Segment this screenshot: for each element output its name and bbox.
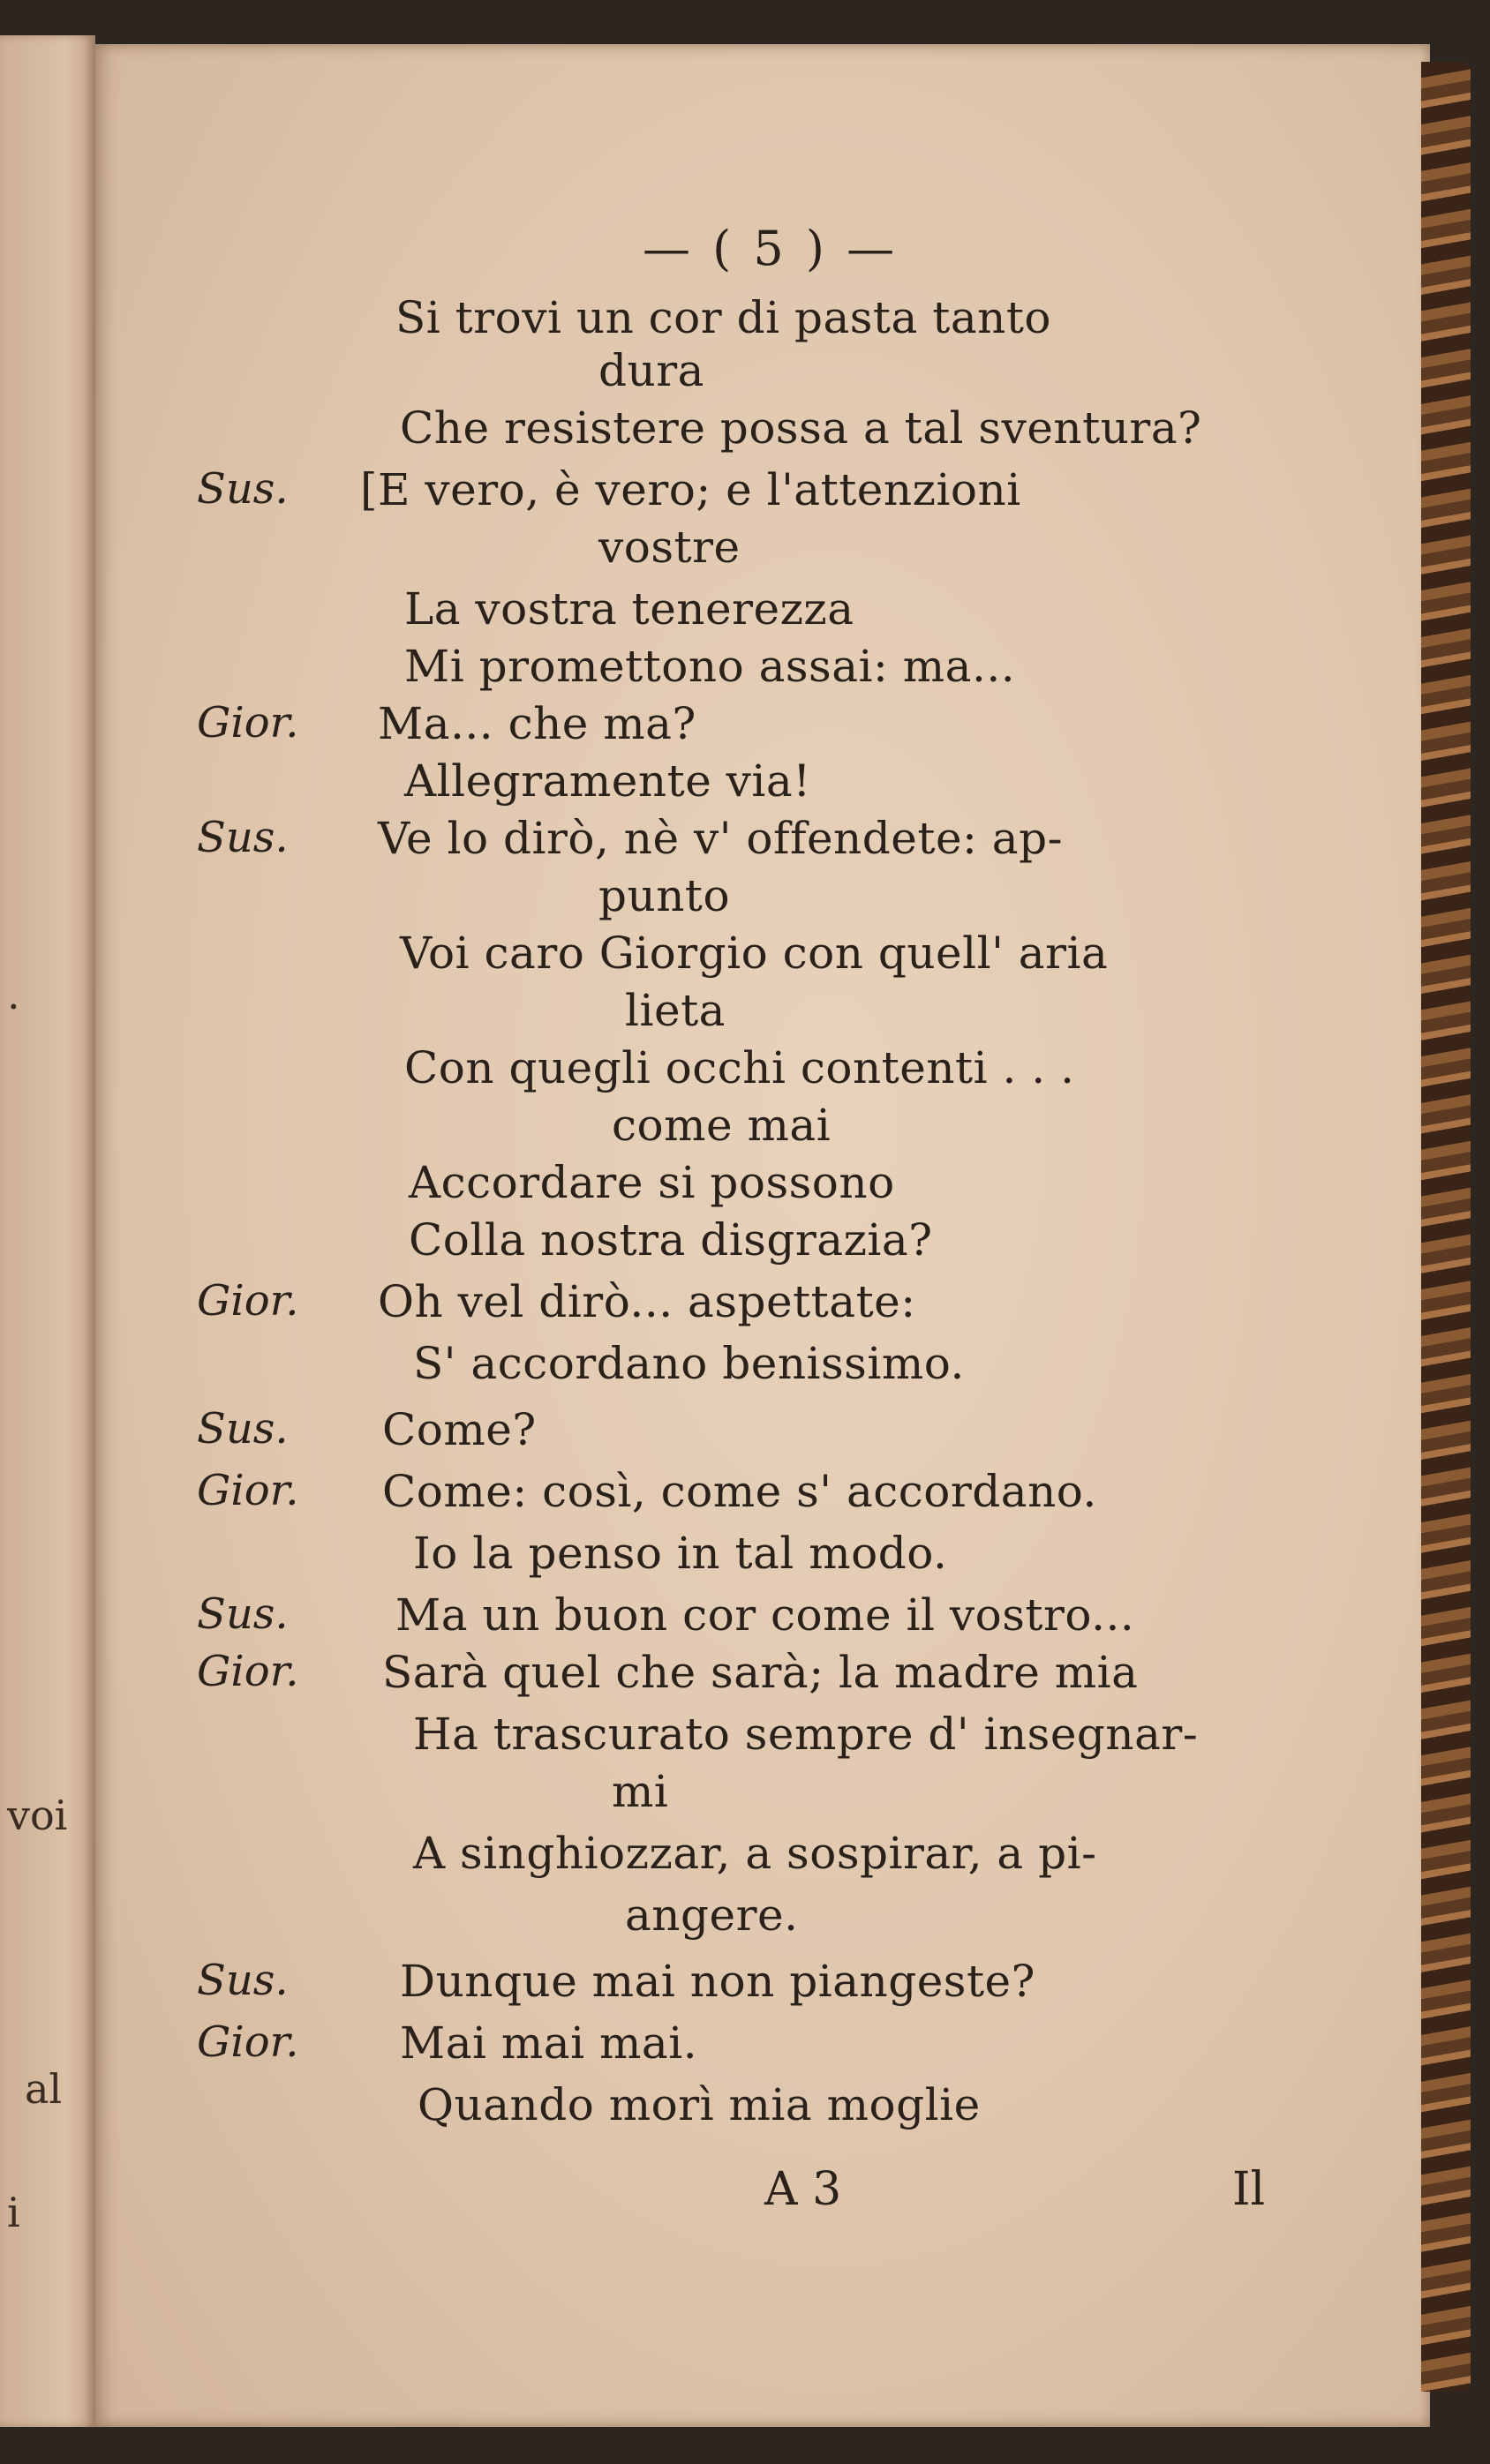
verse-line: Che resistere possa a tal sventura? (400, 402, 1202, 454)
speaker-label: Sus. (197, 1404, 289, 1454)
verse-line: Si trovi un cor di pasta tanto (395, 292, 1052, 343)
verse-line: S' accordano benissimo. (413, 1338, 965, 1389)
verse-line: Quando morì mia moglie (418, 2079, 981, 2130)
speaker-label: Sus. (197, 1589, 289, 1639)
verse-line: Mi promettono assai: ma... (404, 641, 1016, 692)
left-page-edge (0, 35, 95, 2427)
verse-line: La vostra tenerezza (404, 583, 854, 635)
speaker-label: Gior. (197, 1466, 299, 1515)
verse-line: mi (612, 1766, 669, 1817)
verse-line: dura (598, 345, 704, 396)
verse-line: Accordare si possono (409, 1157, 895, 1208)
verse-line: Con quegli occhi contenti . . . (404, 1042, 1075, 1093)
speaker-label: Sus. (197, 464, 289, 514)
left-page-fragment: i (7, 2189, 20, 2236)
speaker-label: Sus. (197, 1956, 289, 2005)
speaker-label: Gior. (197, 2017, 299, 2067)
verse-line: Dunque mai non piangeste? (400, 1956, 1035, 2007)
verse-line: Sarà quel che sarà; la madre mia (382, 1647, 1139, 1698)
verse-line: Ma un buon cor come il vostro... (395, 1589, 1135, 1641)
verse-line: A singhiozzar, a sospirar, a pi- (413, 1828, 1097, 1879)
verse-line: Ha trascurato sempre d' insegnar- (413, 1709, 1199, 1760)
verse-line: Allegramente via! (404, 755, 811, 807)
verse-line: angere. (625, 1889, 799, 1941)
verse-line: lieta (625, 985, 726, 1036)
catchword: Il (1232, 2163, 1266, 2216)
left-page-fragment: voi (7, 1792, 68, 1839)
verse-line: Come? (382, 1404, 537, 1455)
verse-line: Voi caro Giorgio con quell' aria (400, 928, 1109, 979)
marbled-fore-edge (1421, 62, 1471, 2392)
book-page (95, 44, 1430, 2427)
verse-line: Colla nostra disgrazia? (409, 1214, 933, 1266)
verse-line: vostre (598, 522, 741, 573)
verse-line: come mai (612, 1100, 832, 1151)
verse-line: [E vero, è vero; e l'attenzioni (360, 464, 1021, 515)
speaker-label: Gior. (197, 1647, 299, 1696)
verse-line: Ma... che ma? (378, 698, 696, 749)
speaker-label: Sus. (197, 813, 289, 862)
verse-line: Io la penso in tal modo. (413, 1528, 948, 1579)
left-page-fragment: al (25, 2065, 63, 2113)
signature-mark: A 3 (764, 2163, 842, 2216)
speaker-label: Gior. (197, 1276, 299, 1326)
verse-line: Oh vel dirò... aspettate: (378, 1276, 916, 1327)
verse-line: punto (598, 870, 731, 921)
speaker-label: Gior. (197, 698, 299, 747)
verse-line: Mai mai mai. (400, 2017, 698, 2069)
verse-line: Come: così, come s' accordano. (382, 1466, 1097, 1517)
page-number: — ( 5 ) — (643, 221, 899, 276)
verse-line: Ve lo dirò, nè v' offendete: ap- (378, 813, 1063, 864)
left-page-fragment: . (7, 971, 20, 1018)
